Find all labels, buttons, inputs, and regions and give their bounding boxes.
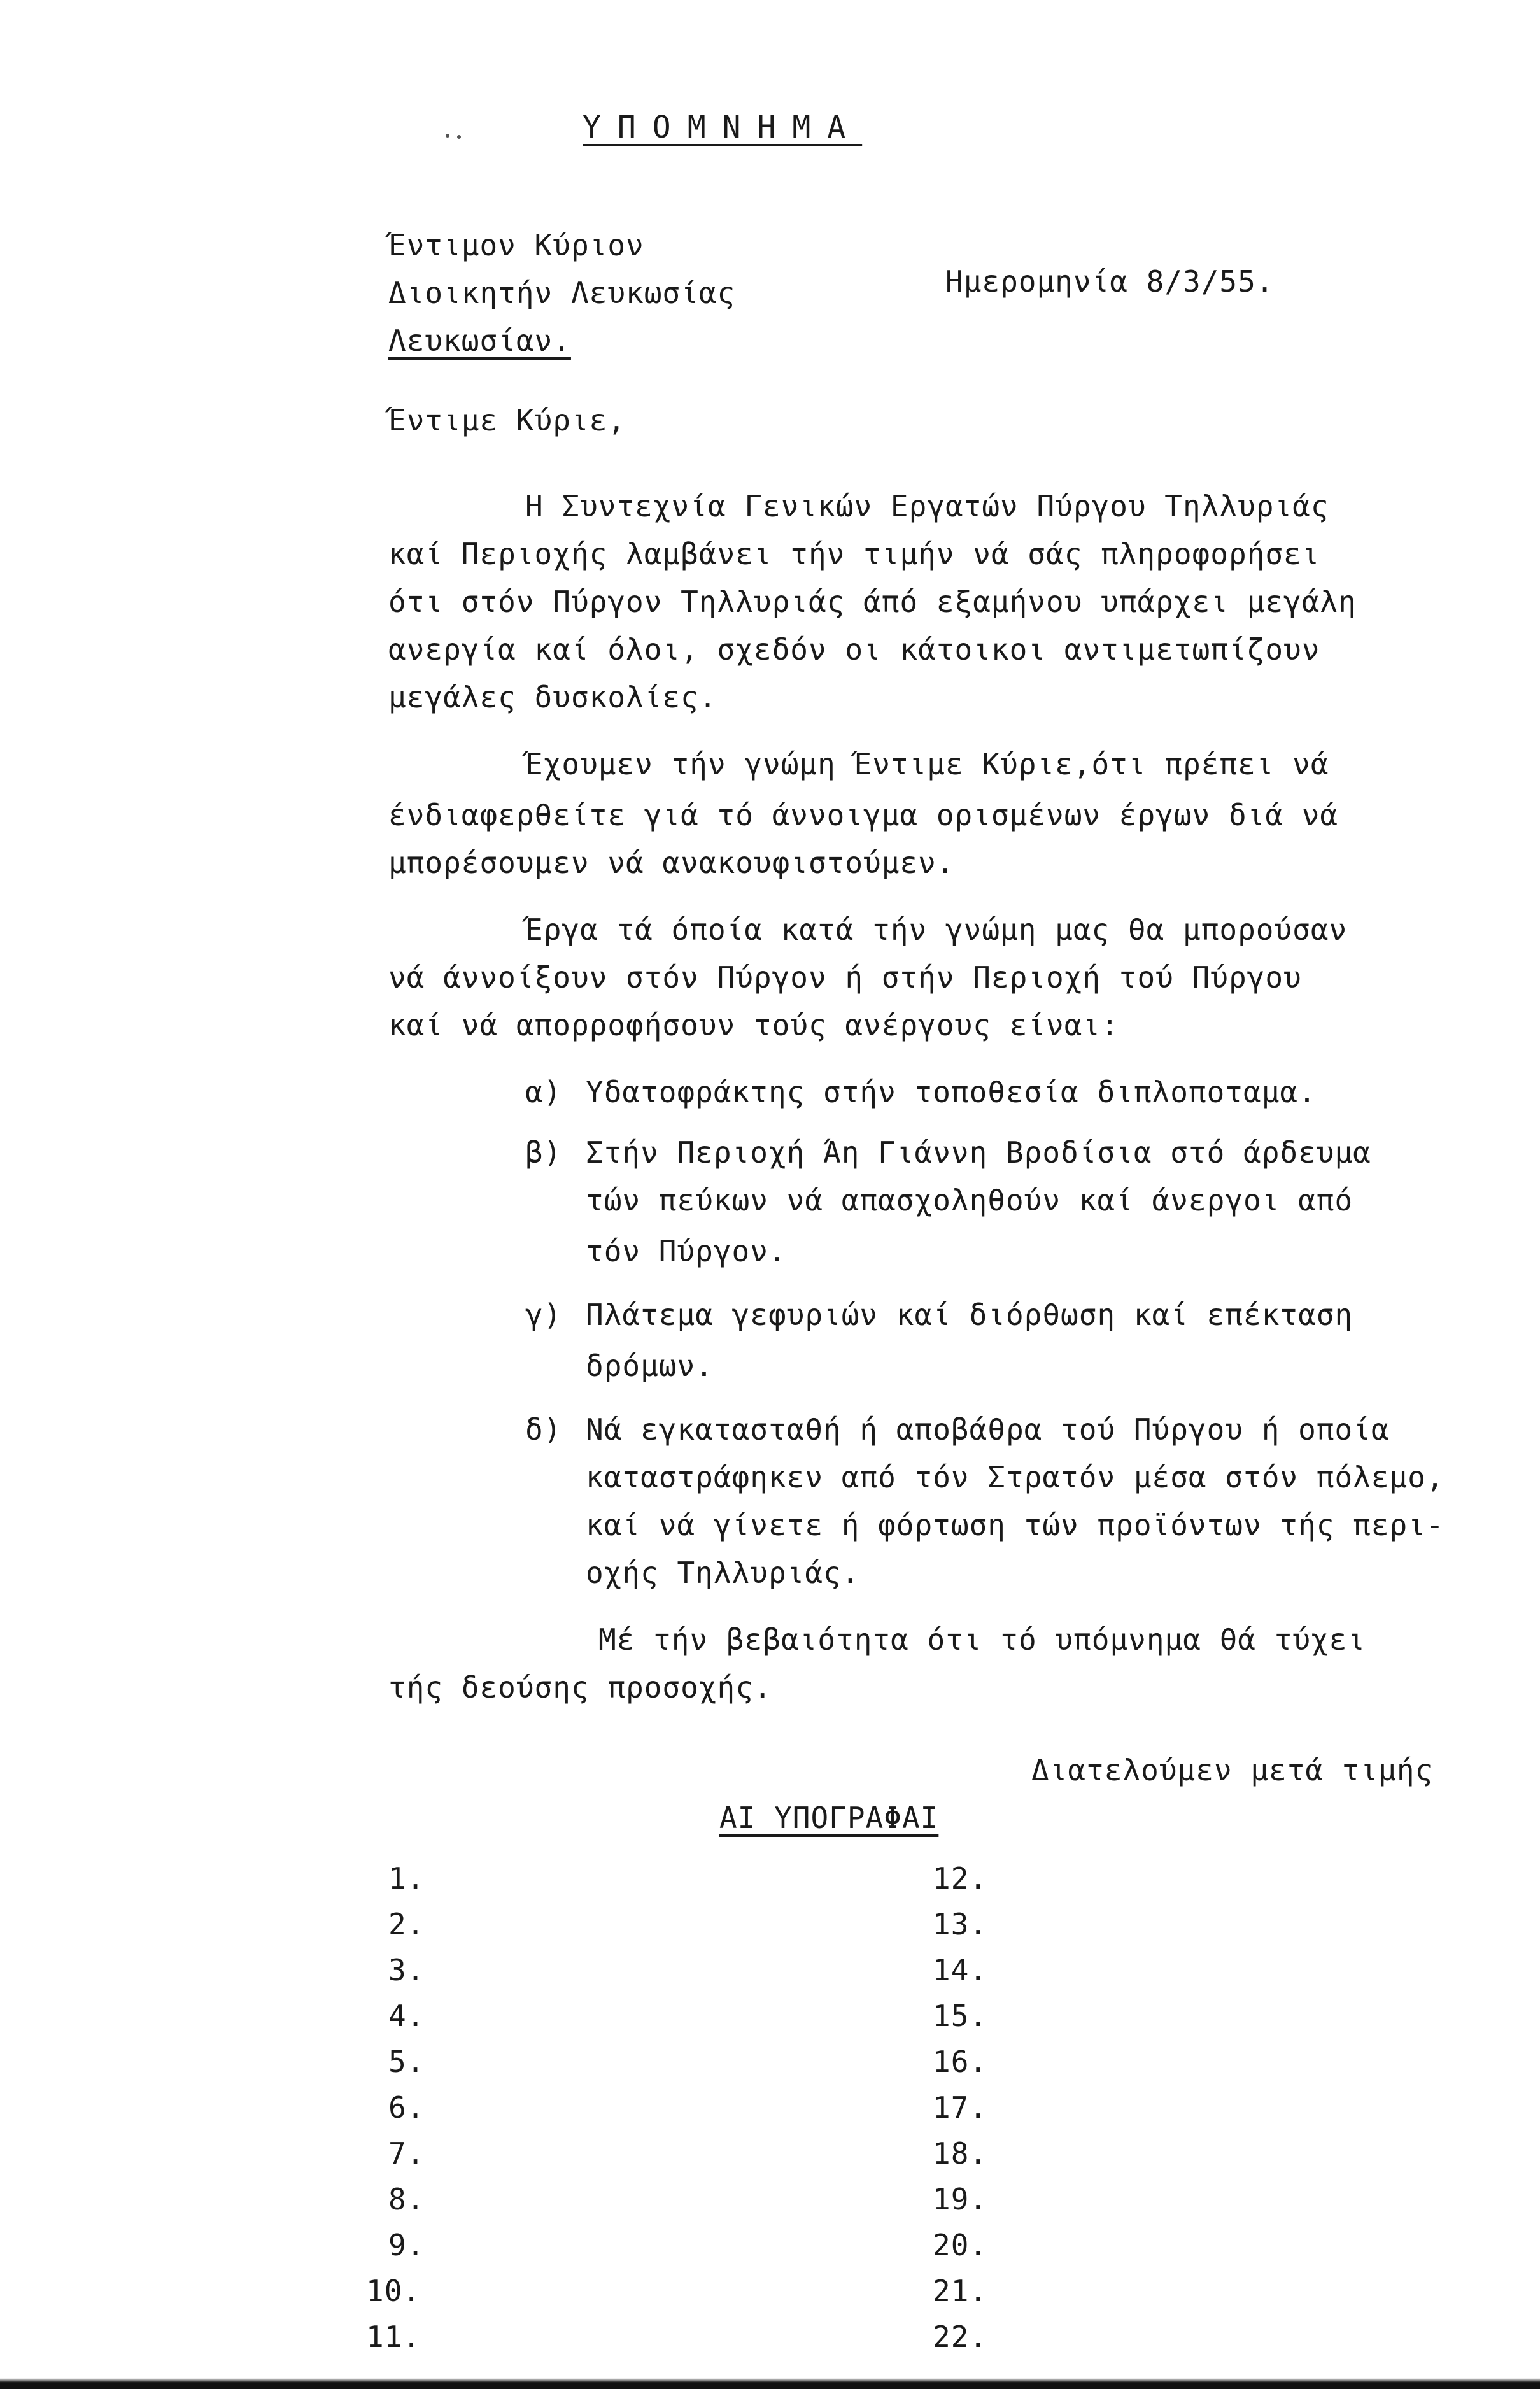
memo-title: ΥΠΟΜΝΗΜΑ (583, 110, 863, 145)
speck-mark (457, 135, 461, 139)
signature-number: 20. (933, 2228, 988, 2262)
signature-number: 3. (388, 1953, 425, 1987)
paragraph-line: ότι στόν Πύργον Τηλλυριάς άπό εξαμήνου υπάρχει μεγάλη (388, 585, 1357, 619)
scan-edge-bar (0, 2378, 1540, 2389)
signature-number: 16. (933, 2045, 988, 2079)
signature-number: 8. (388, 2182, 425, 2216)
list-item-text: οχής Τηλλυριάς. (586, 1556, 860, 1590)
paragraph-line: Έχουμεν τήν γνώμη Έντιμε Κύριε,ότι πρέπει νά (525, 747, 1329, 781)
list-item-text: Πλάτεμα γεφυριών καί διόρθωση καί επέκταση (586, 1298, 1353, 1332)
signature-number: 12. (933, 1861, 988, 1896)
speck-mark (446, 134, 449, 138)
address-line-2: Διοικητήν Λευκωσίας (388, 276, 736, 310)
paragraph-line: μπορέσουμεν νά ανακουφιστούμεν. (388, 846, 955, 880)
paragraph-line: καί Περιοχής λαμβάνει τήν τιμήν νά σάς πληροφορήσει (388, 537, 1320, 571)
signature-number: 22. (933, 2320, 988, 2354)
list-item-text: καταστράφηκεν από τόν Στρατόν μέσα στόν πόλεμο, (586, 1460, 1445, 1494)
address-line-1: Έντιμον Κύριον (388, 228, 644, 262)
signature-number: 4. (388, 1999, 425, 2033)
paragraph-line: ανεργία καί όλοι, σχεδόν οι κάτοικοι αντιμετωπίζουν (388, 632, 1320, 667)
memo-date: Ημερομηνία 8/3/55. (945, 264, 1275, 299)
signature-number: 6. (388, 2090, 425, 2125)
list-item-label: β) (525, 1135, 562, 1170)
salutation: Έντιμε Κύριε, (388, 403, 626, 437)
signature-number: 19. (933, 2182, 988, 2216)
paragraph-line: τής δεούσης προσοχής. (388, 1670, 772, 1705)
signature-number: 11. (366, 2320, 421, 2354)
signature-number: 13. (933, 1907, 988, 1941)
signature-number: 9. (388, 2228, 425, 2262)
list-item-text: καί νά γίνετε ή φόρτωση τών προϊόντων τής περι- (586, 1508, 1445, 1542)
paragraph-line: Μέ τήν βεβαιότητα ότι τό υπόμνημα θά τύχει (598, 1622, 1366, 1657)
paragraph-line: νά άννοίξουν στόν Πύργον ή στήν Περιοχή τού Πύργου (388, 960, 1302, 995)
paragraph-line: μεγάλες δυσκολίες. (388, 680, 717, 714)
list-item-text: τών πεύκων νά απασχοληθούν καί άνεργοι από (586, 1183, 1353, 1217)
signature-number: 18. (933, 2136, 988, 2171)
paragraph-line: Η Συντεχνία Γενικών Εργατών Πύργου Τηλλυριάς (525, 489, 1329, 523)
list-item-text: Νά εγκατασταθή ή αποβάθρα τού Πύργου ή οποία (586, 1412, 1390, 1447)
paragraph-line: καί νά απορροφήσουν τούς ανέργους είναι: (388, 1008, 1119, 1042)
valediction: Διατελούμεν μετά τιμής (1031, 1753, 1434, 1787)
paragraph-line: Έργα τά όποία κατά τήν γνώμη μας θα μπορούσαν (525, 912, 1348, 947)
list-item-label: γ) (525, 1298, 562, 1332)
list-item-text: Στήν Περιοχή Άη Γιάννη Βροδίσια στό άρδευμα (586, 1135, 1371, 1170)
signature-number: 2. (388, 1907, 425, 1941)
list-item-text: Υδατοφράκτης στήν τοποθεσία διπλοποταμα. (586, 1075, 1317, 1109)
list-item-text: δρόμων. (586, 1349, 714, 1383)
signature-number: 14. (933, 1953, 988, 1987)
signature-number: 7. (388, 2136, 425, 2171)
signature-number: 5. (388, 2045, 425, 2079)
list-item-label: α) (525, 1075, 562, 1109)
paragraph-line: ένδιαφερθείτε γιά τό άννοιγμα ορισμένων έργων διά νά (388, 798, 1339, 832)
list-item-text: τόν Πύργον. (586, 1234, 787, 1268)
signatures-heading: ΑΙ ΥΠΟΓΡΑΦΑΙ (719, 1801, 939, 1835)
signature-number: 15. (933, 1999, 988, 2033)
address-line-3: Λευκωσίαν. (388, 323, 571, 358)
signature-number: 1. (388, 1861, 425, 1896)
signature-number: 17. (933, 2090, 988, 2125)
signature-number: 10. (366, 2274, 421, 2308)
signature-number: 21. (933, 2274, 988, 2308)
list-item-label: δ) (525, 1412, 562, 1447)
